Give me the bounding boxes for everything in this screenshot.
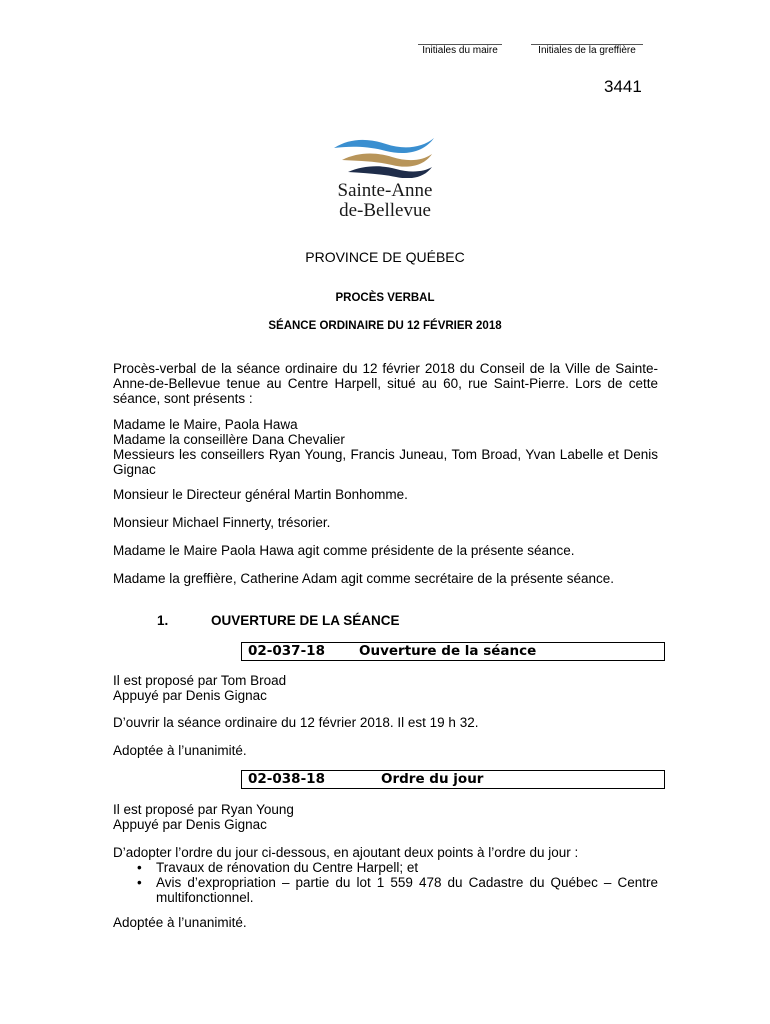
page-number: 3441 — [604, 77, 642, 96]
doc-type-title: PROCÈS VERBAL — [335, 292, 435, 304]
section-number: 1. — [157, 613, 169, 628]
proposed-by: Il est proposé par Tom Broad — [113, 673, 287, 688]
seconded-by: Appuyé par Denis Gignac — [113, 688, 267, 703]
resolution-2-text: D’adopter l’ordre du jour ci-dessous, en ajoutant deux points à l’ordre du jour : — [113, 845, 579, 860]
secretary-line: Madame la greffière, Catherine Adam agit comme secrétaire de la présente séance. — [113, 571, 615, 586]
bullet-icon: • — [137, 860, 142, 875]
treasurer-line: Monsieur Michael Finnerty, trésorier. — [113, 515, 331, 530]
attendee-mayor: Madame le Maire, Paola Hawa — [113, 417, 298, 432]
logo-waves-icon — [328, 134, 444, 178]
list-item: • Avis d’expropriation – partie du lot 1 559 478 du Cadastre du Québec – Centre multifonctionnel. — [137, 875, 658, 905]
agenda-additions-list — [113, 860, 658, 905]
resolution-2-result: Adoptée à l’unanimité. — [113, 915, 247, 930]
attendees-list — [113, 417, 658, 477]
clerk-initials-label: Initiales de la greffière — [538, 45, 636, 56]
seconded-by: Appuyé par Denis Gignac — [113, 817, 267, 832]
resolution-box-2 — [241, 770, 665, 789]
bullet-icon: • — [137, 875, 142, 890]
proposed-by: Il est proposé par Ryan Young — [113, 802, 294, 817]
resolution-1-motion — [113, 673, 658, 703]
resolution-1-result: Adoptée à l’unanimité. — [113, 743, 247, 758]
city-name-line2: de-Bellevue — [339, 200, 431, 221]
city-name-line1: Sainte-Anne — [337, 180, 433, 201]
section-title: OUVERTURE DE LA SÉANCE — [211, 613, 400, 628]
president-line: Madame le Maire Paola Hawa agit comme présidente de la présente séance. — [113, 543, 575, 558]
director-line: Monsieur le Directeur général Martin Bonhomme. — [113, 487, 408, 502]
resolution-number: 02-038-18 — [248, 771, 325, 787]
session-title: SÉANCE ORDINAIRE DU 12 FÉVRIER 2018 — [268, 320, 502, 332]
attendee-councillors: Messieurs les conseillers Ryan Young, Francis Juneau, Tom Broad, Yvan Labelle et Denis Gignac — [113, 447, 658, 477]
resolution-2-motion — [113, 802, 658, 832]
mayor-initials-label: Initiales du maire — [422, 45, 498, 56]
resolution-1-text: D’ouvrir la séance ordinaire du 12 février 2018. Il est 19 h 32. — [113, 715, 479, 730]
resolution-number: 02-037-18 — [248, 643, 325, 659]
attendee-councillor: Madame la conseillère Dana Chevalier — [113, 432, 345, 447]
city-logo-waves — [328, 134, 444, 178]
resolution-title: Ouverture de la séance — [359, 643, 537, 659]
resolution-box-1 — [241, 642, 665, 661]
province-title: PROVINCE DE QUÉBEC — [305, 249, 465, 265]
intro-paragraph: Procès-verbal de la séance ordinaire du 12 février 2018 du Conseil de la Ville de Sainte-Anne-de-Bellevue tenue au Centre Harpell, situé au 60, rue Saint-Pierre. Lors de cette séance, sont présents : — [113, 361, 658, 406]
resolution-title: Ordre du jour — [381, 771, 484, 787]
list-item: • Travaux de rénovation du Centre Harpell; et — [137, 860, 419, 875]
